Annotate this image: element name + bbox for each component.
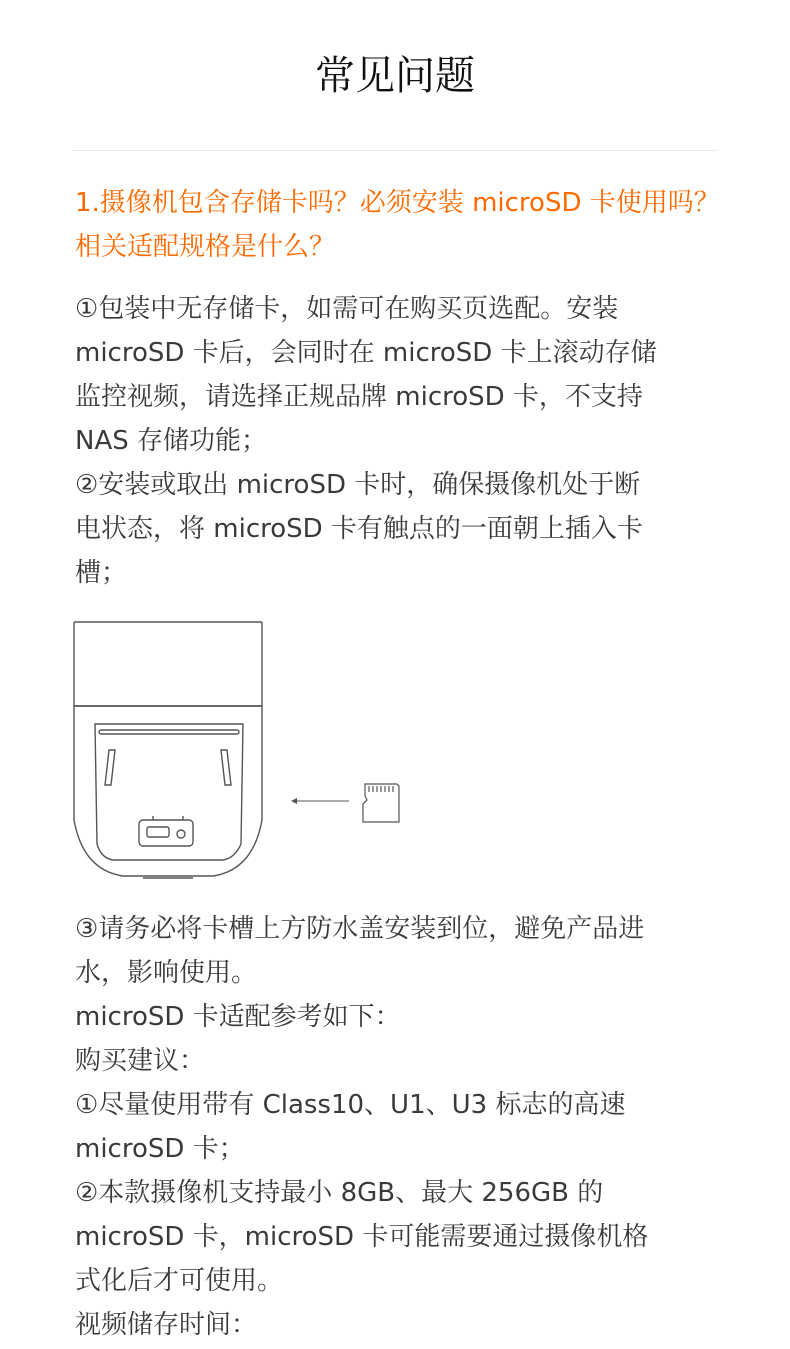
answer-line: ③请务必将卡槽上方防水盖安装到位，避免产品进 [75,914,645,944]
answer-block-after-figure [75,907,725,1347]
microsd-card-icon [363,784,399,822]
page-title: 常见问题 [315,53,475,99]
answer-line: microSD 卡，microSD 卡可能需要通过摄像机格 [75,1222,649,1252]
answer-line: 视频储存时间： [75,1310,258,1340]
answer-line: microSD 卡； [75,1134,245,1164]
answer-line: 监控视频，请选择正规品牌 microSD 卡，不支持 [75,382,643,412]
arrow-left-icon [291,798,349,804]
answer-line: microSD 卡后，会同时在 microSD 卡上滚动存储 [75,338,657,368]
microsd-install-illustration [73,620,413,882]
answer-line: 式化后才可使用。 [75,1266,284,1296]
answer-line: ①尽量使用带有 Class10、U1、U3 标志的高速 [75,1090,626,1120]
answer-line: ①包装中无存储卡，如需可在购买页选配。安装 [75,294,619,324]
answer-line: ②安装或取出 microSD 卡时，确保摄像机处于断 [75,470,641,500]
title-divider [73,150,717,151]
answer-line: 购买建议： [75,1046,206,1076]
answer-line: NAS 存储功能； [75,426,268,456]
answer-line: microSD 卡适配参考如下： [75,1002,401,1032]
answer-line: ②本款摄像机支持最小 8GB、最大 256GB 的 [75,1178,604,1208]
faq-question: 1.摄像机包含存储卡吗？必须安装 microSD 卡使用吗？相关适配规格是什么？ [75,188,720,262]
answer-line: 电状态，将 microSD 卡有触点的一面朝上插入卡 [75,514,643,544]
answer-block-before-figure [75,287,725,595]
answer-line: 水，影响使用。 [75,958,258,988]
answer-line: 槽； [75,558,128,588]
camera-back-slot-icon [74,622,262,878]
